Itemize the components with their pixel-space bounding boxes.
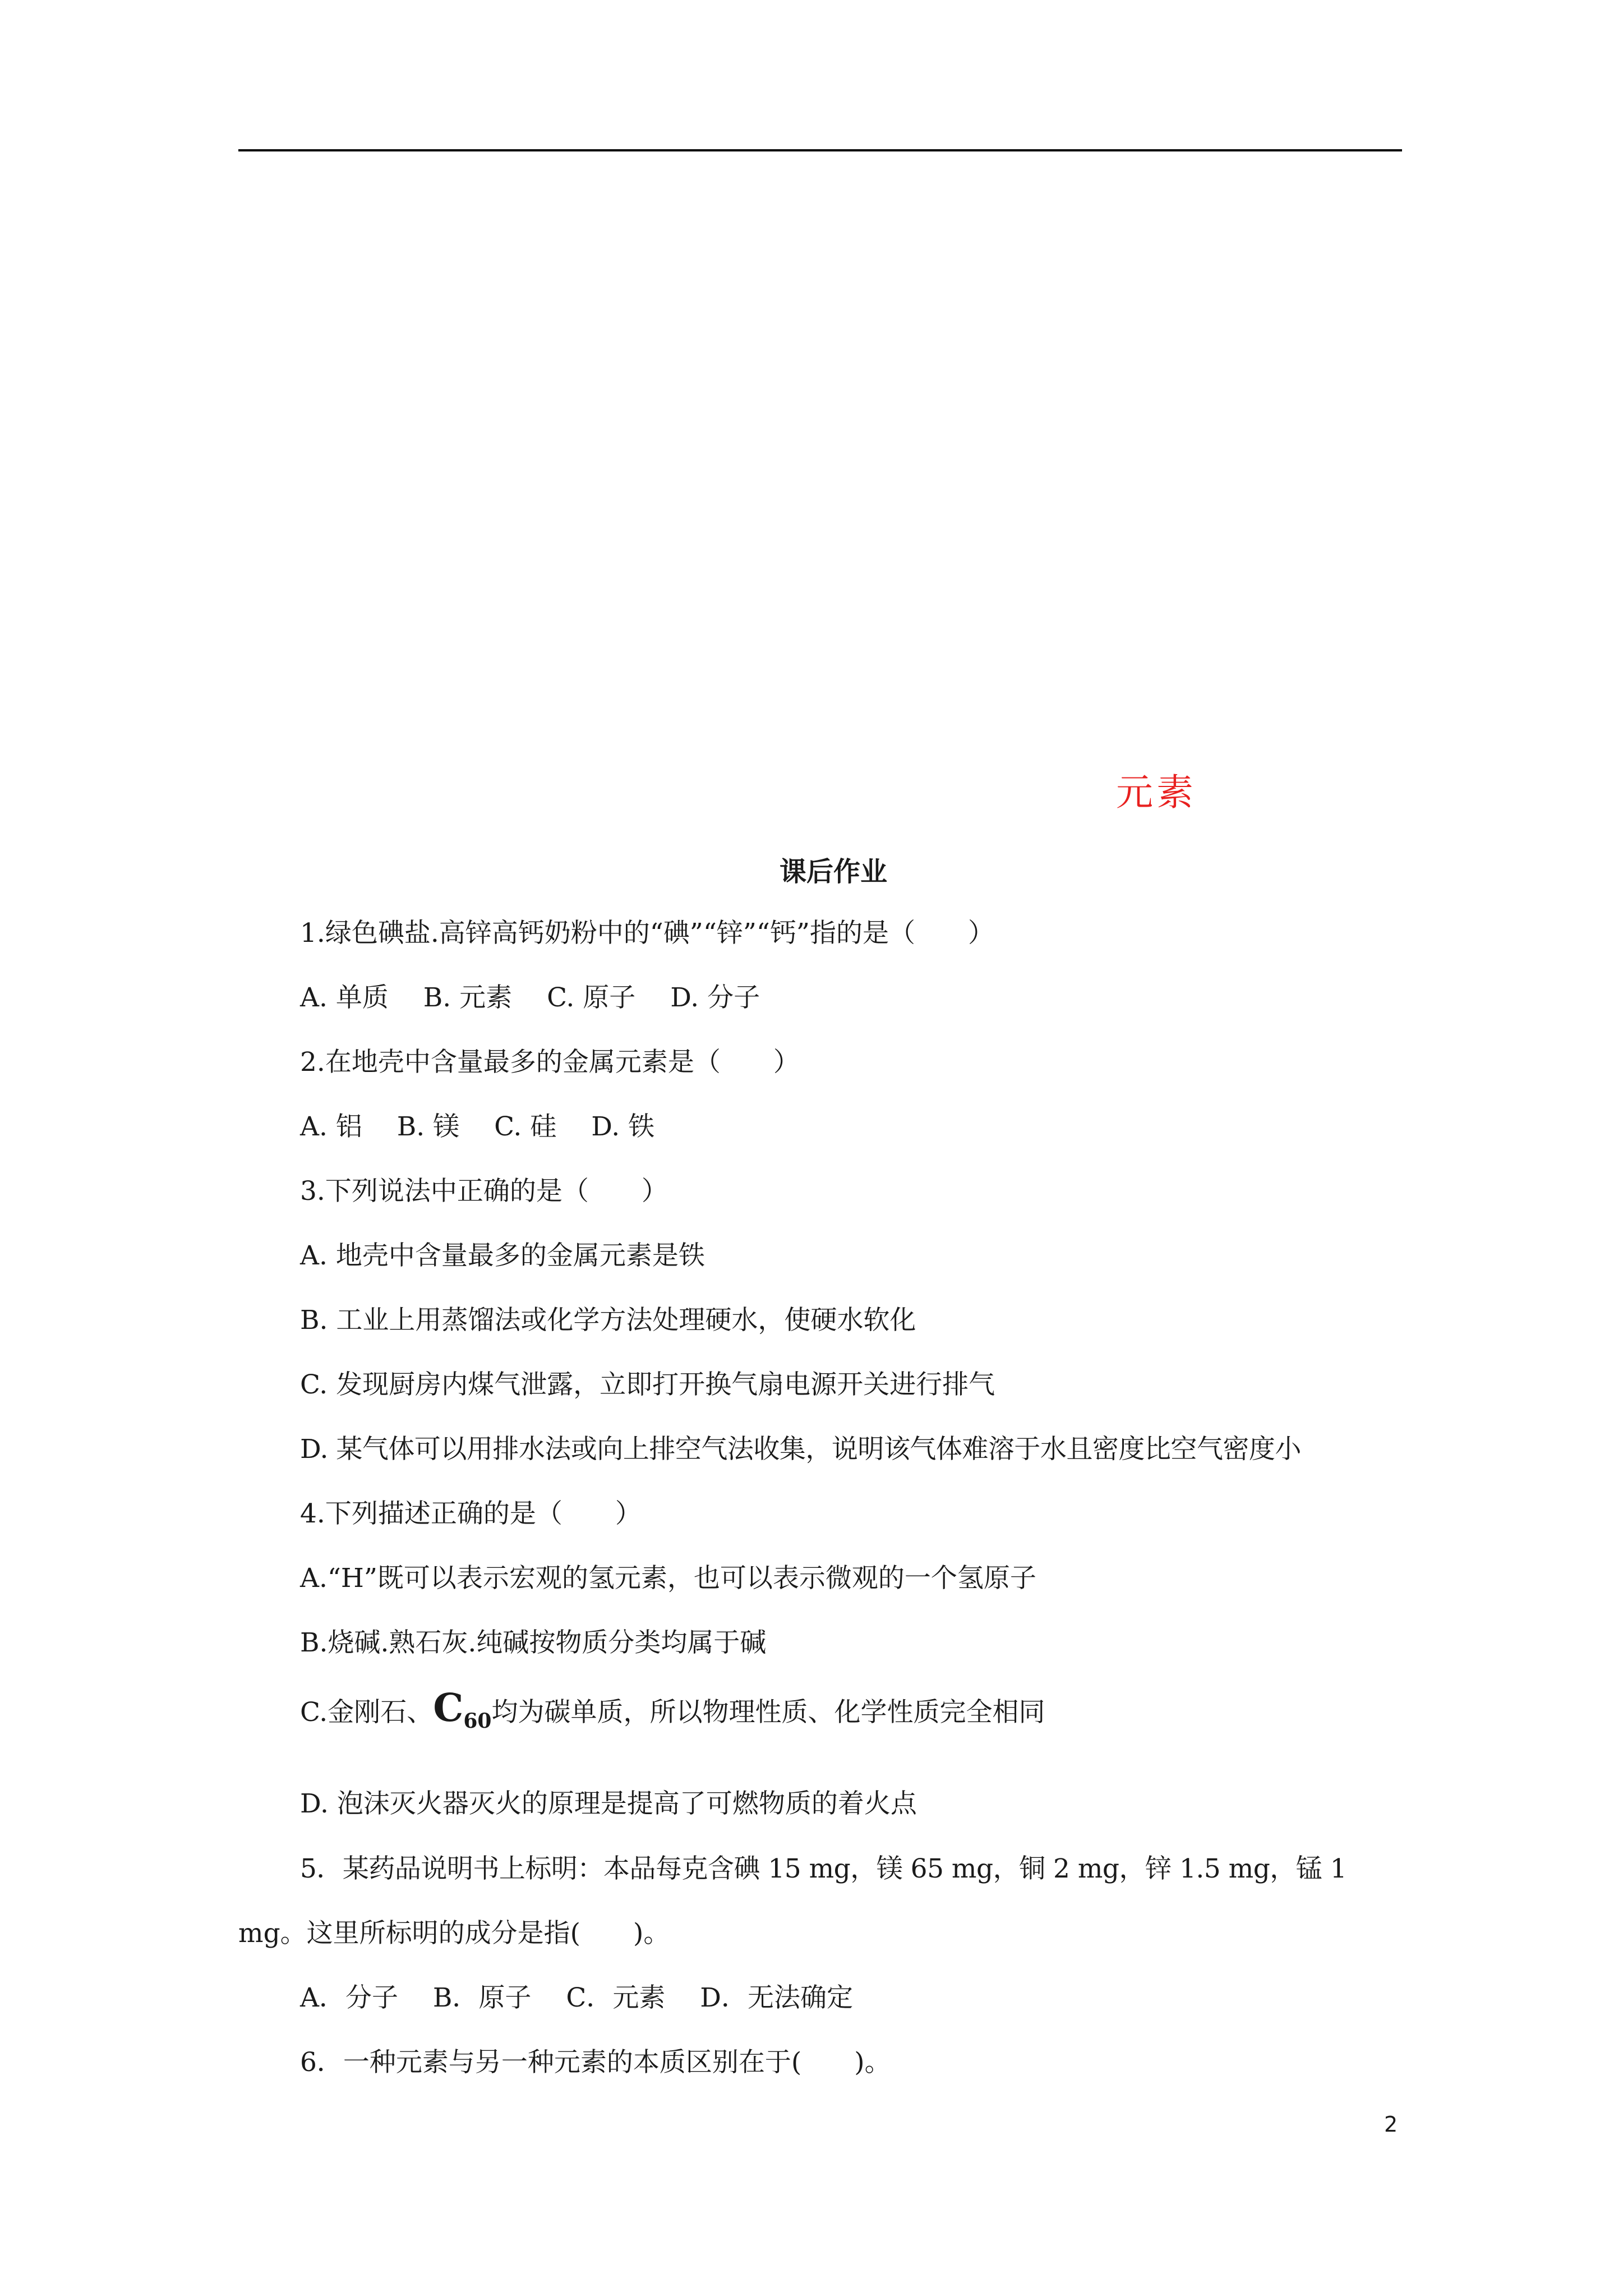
question-3: 3.下列说法中正确的是（ ） xyxy=(300,1176,668,1207)
section-subtitle: 课后作业 xyxy=(780,856,888,887)
question-4-option-c xyxy=(300,1686,1045,1743)
c60-formula xyxy=(433,1686,491,1731)
page-number: 2 xyxy=(1384,2112,1398,2137)
question-5-options: A．分子 B．原子 C．元素 D．无法确定 xyxy=(300,1982,853,2013)
question-5-continued: mg。这里所标明的成分是指( )。 xyxy=(238,1918,670,1949)
question-6: 6．一种元素与另一种元素的本质区别在于( )。 xyxy=(300,2047,891,2078)
option-c-prefix: C.金刚石、 xyxy=(300,1697,434,1728)
question-4-option-b: B.烧碱.熟石灰.纯碱按物质分类均属于碱 xyxy=(300,1627,767,1658)
formula-subscript: 60 xyxy=(463,1709,492,1733)
formula-symbol: C xyxy=(433,1686,464,1731)
header-rule xyxy=(238,149,1402,151)
question-2: 2.在地壳中含量最多的金属元素是（ ） xyxy=(300,1047,800,1078)
page-title: 元素 xyxy=(1116,771,1197,814)
question-1: 1.绿色碘盐.高锌高钙奶粉中的“碘”“锌”“钙”指的是（ ） xyxy=(300,918,994,949)
question-4-option-a: A.“H”既可以表示宏观的氢元素，也可以表示微观的一个氢原子 xyxy=(300,1563,1036,1594)
question-3-option-a: A. 地壳中含量最多的金属元素是铁 xyxy=(300,1240,705,1271)
question-3-option-d: D. 某气体可以用排水法或向上排空气法收集，说明该气体难溶于水且密度比空气密度小 xyxy=(300,1434,1301,1465)
question-3-option-c: C. 发现厨房内煤气泄露，立即打开换气扇电源开关进行排气 xyxy=(300,1369,995,1400)
question-5: 5．某药品说明书上标明：本品每克含碘 15 mg，镁 65 mg，铜 2 mg，锌 1.5 mg，锰 1 xyxy=(300,1853,1347,1884)
question-3-option-b: B. 工业上用蒸馏法或化学方法处理硬水，使硬水软化 xyxy=(300,1305,916,1336)
question-4: 4.下列描述正确的是（ ） xyxy=(300,1498,642,1529)
option-c-suffix: 均为碳单质，所以物理性质、化学性质完全相同 xyxy=(491,1697,1045,1728)
question-2-options: A. 铝 B. 镁 C. 硅 D. 铁 xyxy=(300,1111,655,1142)
question-1-options: A. 单质 B. 元素 C. 原子 D. 分子 xyxy=(300,982,760,1013)
question-4-option-d: D. 泡沫灭火器灭火的原理是提高了可燃物质的着火点 xyxy=(300,1788,917,1819)
